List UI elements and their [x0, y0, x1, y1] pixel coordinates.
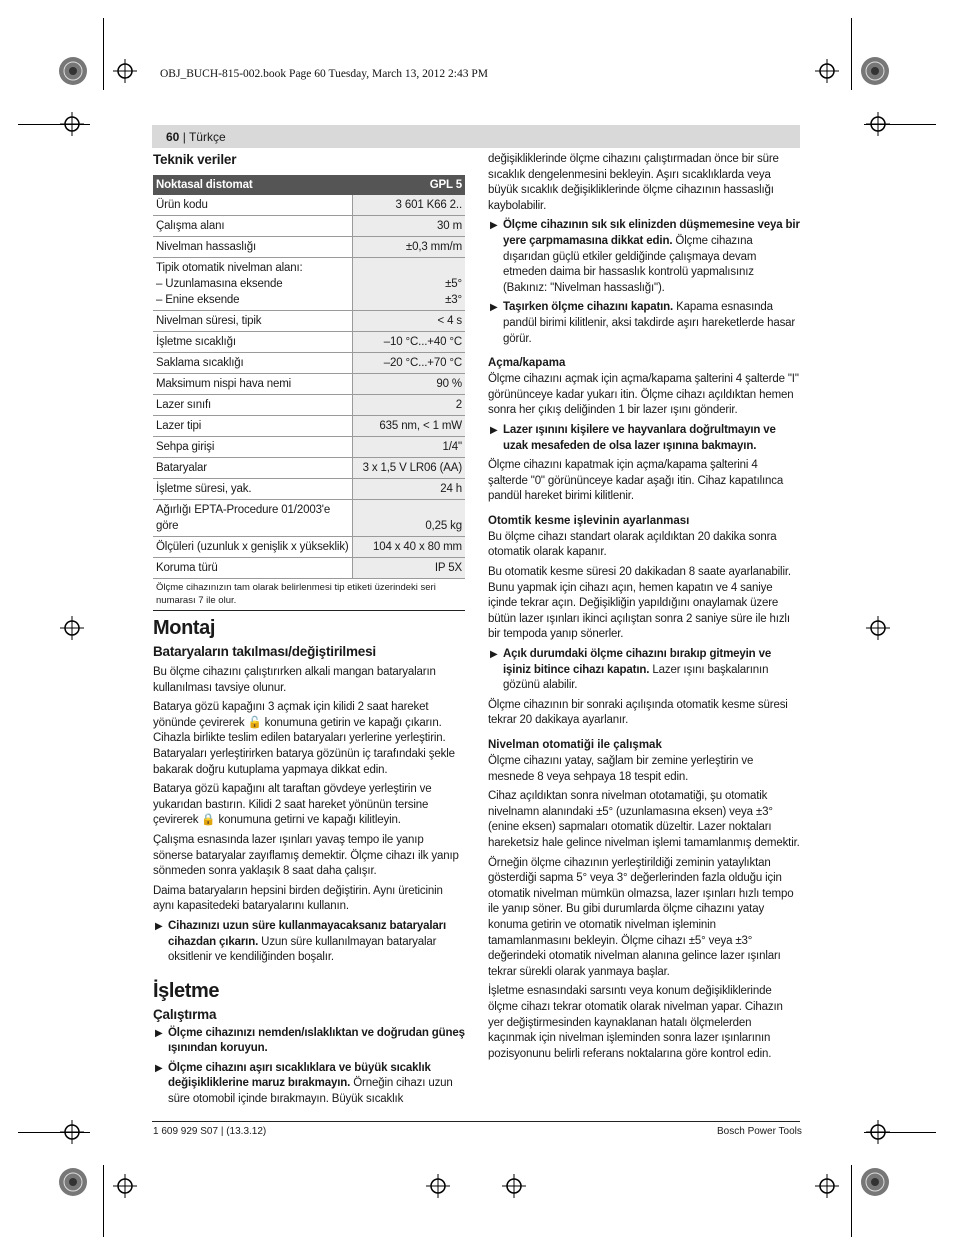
- spec-value: –20 °C...+70 °C: [353, 353, 466, 374]
- spec-label: Bataryalar: [153, 458, 353, 479]
- print-header: OBJ_BUCH-815-002.book Page 60 Tuesday, March 13, 2012 2:43 PM: [160, 68, 488, 80]
- spec-value: IP 5X: [353, 558, 466, 579]
- batarya-heading: Bataryaların takılması/değiştirilmesi: [153, 644, 376, 659]
- bullet-arrow-icon: ▶: [490, 220, 498, 232]
- spec-value: ±0,3 mm/m: [353, 237, 466, 258]
- safety-bullet: [488, 647, 800, 694]
- color-target-icon: [860, 1167, 890, 1197]
- spec-value: 30 m: [353, 216, 466, 237]
- bullet-arrow-icon: ▶: [490, 424, 498, 436]
- spec-label: Çalışma alanı: [153, 216, 353, 237]
- spec-value: 3 601 K66 2..: [353, 195, 466, 216]
- bullet-bold: Açık durumdaki ölçme cihazını bırakıp gitmeyin ve işiniz bitince cihazı kapatın.: [503, 648, 772, 676]
- spec-row: [153, 195, 465, 216]
- bullet-arrow-icon: ▶: [155, 1027, 163, 1039]
- page-number-line: 60 | Türkçe: [166, 130, 226, 144]
- bullet-text: Örneğin cihazı uzun süre otomobil içinde bırakmayın. Büyük sıcaklık: [168, 1077, 453, 1106]
- spec-value: < 4 s: [353, 311, 466, 332]
- paragraph: Bu otomatik kesme süresi 20 dakikadan 8 saate ayarlanabilir. Bunu yapmak için cihazı açın, hemen kapatın ve 4 saniye içinde tekrar açın. Değişikliğin yapıldığını onaylamak üzere bütün lazer ışınları ikinci açılıştan sonra 2 saniye süre ile hızlı bir tempoda yanıp sönerler.: [488, 566, 791, 641]
- registration-mark-icon: [502, 1174, 526, 1198]
- spec-footnote: Ölçme cihazınızın tam olarak belirlenmesi tip etiketi üzerindeki seri numarası 7 ile olur.: [153, 579, 465, 611]
- registration-mark-icon: [815, 59, 839, 83]
- paragraph: Batarya gözü kapağını 3 açmak için kilidi 2 saat hareket yönünde çevirerek 🔓 konumuna getirin ve kapağı çıkarın. Cihazla birlikte teslim edilen bataryaları yerlerine yerleştirin. Bataryaları yerleştirirken batarya gözünün iç tarafındaki şekle bakarak doğru kutuplama yapmaya dikkat edin.: [153, 701, 455, 776]
- spec-label: Sehpa girişi: [153, 437, 353, 458]
- registration-mark-icon: [113, 1174, 137, 1198]
- paragraph: Ölçme cihazını kapatmak için açma/kapama şalterini 4 şalterde "0" görününceye kadar aşağı itin. Cihaz kapatılınca pandül hareket birimi kilitlenir.: [488, 459, 784, 503]
- bullet-text: Uzun süre kullanılmayan bataryalar oksitlenir ve kendiliğinden boşalır.: [168, 935, 437, 964]
- registration-mark-icon: [866, 112, 890, 136]
- spec-row: [153, 458, 465, 479]
- color-target-icon: [58, 56, 88, 86]
- spec-value: ±5° ±3°: [353, 258, 466, 311]
- spec-value: 3 x 1,5 V LR06 (AA): [353, 458, 466, 479]
- paragraph: değişikliklerinde ölçme cihazını çalıştırmadan önce bir süre sıcaklık dengelenmesini bekleyin. Aşırı sıcaklıklarda veya büyük sıcaklık değişikliklerinde ölçme cihazının hassaslığı kaybolabilir.: [488, 153, 779, 212]
- footer-doc-number: 1 609 929 S07 | (13.3.12): [153, 1126, 267, 1137]
- spec-label: Nivelman süresi, tipik: [153, 311, 353, 332]
- bullet-arrow-icon: ▶: [155, 1062, 163, 1074]
- bullet-arrow-icon: ▶: [155, 920, 163, 932]
- paragraph: Daima bataryaların hepsini birden değiştirin. Aynı üreticinin aynı kapasitedeki bataryalarını kullanın.: [153, 884, 443, 913]
- spec-row: [153, 395, 465, 416]
- spec-row: [153, 537, 465, 558]
- color-target-icon: [58, 1167, 88, 1197]
- bullet-bold: Ölçme cihazını aşırı sıcaklıklara ve büyük sıcaklık değişikliklerine maruz bırakmayın.: [168, 1061, 431, 1090]
- registration-mark-icon: [815, 1174, 839, 1198]
- bullet-bold: Ölçme cihazının sık sık elinizden düşmemesine veya bir yere çarpmamasına dikkat edin.: [503, 219, 800, 247]
- paragraph: Ölçme cihazını açmak için açma/kapama şalterini 4 şalterde "I" görününceye kadar yukarı itin. Ölçme cihazı açıldıktan hemen sonra her çıkış deliğinden 1 bir lazer ışını gönderir.: [488, 373, 799, 417]
- right-column: [488, 152, 800, 1066]
- safety-bullet: [488, 423, 800, 454]
- page-header-band: [152, 125, 800, 148]
- bullet-text: Ölçme cihazına dışarıdan güçlü etkiler geldiğinde çalışmaya devam etmeden daima bir hassaslık kontrolü yapmalısınız (Bakınız: "Nivelman hassaslığı").: [503, 234, 757, 294]
- registration-mark-icon: [113, 59, 137, 83]
- spec-value: 2: [353, 395, 466, 416]
- spec-label: İşletme sıcaklığı: [153, 332, 353, 353]
- paragraph: Örneğin ölçme cihazının yerleştirildiği zeminin yataylıktan gösterdiği sapma 5° veya 3° değerlerinden fazla olduğu için otomatik nivelman mümkün olmazsa, lazer ışınları hızlı tempo ile yanıp söner. Bu gibi durumlarda ölçme cihazını yatay konuma getirin ve otomatik nivelman işleminin tamamlanmasını bekleyin. Ölçme cihazı ±5° veya ±3° değerindeki otomatik nivelman alanına gelince lazer ışınları tekrar sürekli olarak yanmaya başlar.: [488, 856, 794, 978]
- paragraph: Ölçme cihazının bir sonraki açılışında otomatik kesme süresi tekrar 20 dakikaya ayarlanır.: [488, 698, 788, 727]
- spec-value: 90 %: [353, 374, 466, 395]
- paragraph: Çalışma esnasında lazer ışınları yavaş tempo ile yanıp sönerse bataryalar zayıflamış demektir. Ölçme cihazı ilk yanıp sönmeden sonra yaklaşık 8 saat daha çalışır.: [153, 833, 459, 878]
- registration-mark-icon: [426, 1174, 450, 1198]
- bullet-bold: Taşırken ölçme cihazını kapatın.: [503, 301, 674, 314]
- bullet-arrow-icon: ▶: [490, 302, 498, 314]
- registration-mark-icon: [60, 1120, 84, 1144]
- spec-value: –10 °C...+40 °C: [353, 332, 466, 353]
- spec-row: [153, 416, 465, 437]
- page-language: Türkçe: [188, 130, 226, 144]
- spec-label: Lazer tipi: [153, 416, 353, 437]
- spec-label: Ölçüleri (uzunluk x genişlik x yükseklik): [153, 537, 353, 558]
- spec-table: [153, 175, 465, 579]
- spec-value: 0,25 kg: [353, 500, 466, 537]
- bullet-text: Lazer ışını başkalarının gözünü alabilir.: [503, 663, 769, 692]
- spec-header-name: Noktasal distomat: [153, 175, 353, 195]
- safety-bullet: [153, 919, 465, 966]
- registration-mark-icon: [60, 112, 84, 136]
- spec-label: Nivelman hassaslığı: [153, 237, 353, 258]
- spec-row: [153, 332, 465, 353]
- spec-label: Ürün kodu: [153, 195, 353, 216]
- paragraph: Batarya gözü kapağını alt taraftan gövdeye yerleştirin ve yukarıdan bastırın. Kilidi 2 saat hareket yönünün tersine çevirerek 🔒 konumuna getirni ve kapağı kilitleyin.: [153, 783, 432, 827]
- crop-mark: [851, 18, 852, 90]
- crop-mark: [103, 18, 104, 90]
- spec-value: 1/4": [353, 437, 466, 458]
- page-number: 60: [166, 130, 180, 144]
- montaj-heading: Montaj: [153, 617, 216, 639]
- teknik-veriler-heading: Teknik veriler: [153, 152, 237, 167]
- spec-label: Maksimum nispi hava nemi: [153, 374, 353, 395]
- spec-row: [153, 437, 465, 458]
- spec-value: 635 nm, < 1 mW: [353, 416, 466, 437]
- isletme-heading: İşletme: [153, 979, 220, 1002]
- safety-bullet: [488, 218, 800, 296]
- paragraph: Cihaz açıldıktan sonra nivelman ototamatiği, şu otomatik nivelnamn alanındaki ±5° (uzunlamasına eksen) veya ±3° (enine eksen) sapmaları otomatik düzeltir. Lazer noktaları hareketsiz hale gelince nivelman işlemi tamamlanmış demektir.: [488, 790, 800, 849]
- bullet-arrow-icon: ▶: [490, 649, 498, 661]
- spec-table-header: [153, 175, 465, 195]
- paragraph: İşletme esnasındaki sarsıntı veya konum değişikliklerinde ölçme cihazı tekrar otomatik olarak nivelman yapar. Cihazın yer değiştirmesinden kaynaklanan hatalı ölçmelerden kaçınmak için nivelman işleminden sonra lazer ışınlarının pozisyonunu belirli referans noktalarına göre kontrol edin.: [488, 985, 783, 1060]
- spec-label: Ağırlığı EPTA-Procedure 01/2003'e göre: [153, 500, 353, 537]
- safety-bullet: [488, 300, 800, 347]
- color-target-icon: [860, 56, 890, 86]
- spec-row: [153, 216, 465, 237]
- spec-row: [153, 353, 465, 374]
- spec-header-model: GPL 5: [353, 175, 466, 195]
- safety-bullet: [153, 1026, 465, 1057]
- registration-mark-icon: [60, 616, 84, 640]
- paragraph: Ölçme cihazını yatay, sağlam bir zemine yerleştirin ve mesnede 8 veya sehpaya 18 tespit edin.: [488, 755, 754, 783]
- bullet-bold: Lazer ışınını kişilere ve hayvanlara doğrultmayın ve uzak mesafeden de olsa lazer ışınına bakmayın.: [503, 423, 776, 452]
- spec-value: 24 h: [353, 479, 466, 500]
- otomatik-heading: Otomtik kesme işlevinin ayarlanması: [488, 514, 690, 527]
- paragraph: Bu ölçme cihazını çalıştırırken alkali mangan bataryaların kullanılması tavsiye olunur.: [153, 666, 436, 694]
- bullet-bold: Cihazınızı uzun süre kullanmayacaksanız bataryaları cihazdan çıkarın.: [168, 919, 447, 948]
- spec-row: [153, 311, 465, 332]
- crop-mark: [851, 1165, 852, 1237]
- bullet-text: Kapama esnasında pandül birimi kilitlenir, aksi takdirde aşırı hareketlerde hasar görür.: [503, 301, 796, 345]
- spec-row: [153, 558, 465, 579]
- spec-row: [153, 258, 465, 311]
- spec-row: [153, 374, 465, 395]
- calistirma-heading: Çalıştırma: [153, 1006, 217, 1022]
- registration-mark-icon: [866, 616, 890, 640]
- spec-value: 104 x 40 x 80 mm: [353, 537, 466, 558]
- bullet-bold: Ölçme cihazınızı nemden/ıslaklıktan ve doğrudan güneş ışınından koruyun.: [168, 1026, 465, 1055]
- footer-rule: [152, 1121, 800, 1122]
- nivelman-heading: Nivelman otomatiği ile çalışmak: [488, 739, 662, 751]
- left-column: [153, 152, 465, 1112]
- registration-mark-icon: [866, 1120, 890, 1144]
- spec-label: Lazer sınıfı: [153, 395, 353, 416]
- acma-heading: Açma/kapama: [488, 357, 566, 370]
- spec-row: [153, 237, 465, 258]
- spec-label: Tipik otomatik nivelman alanı: – Uzunlamasına eksende – Enine eksende: [153, 258, 353, 311]
- safety-bullet: [153, 1061, 465, 1108]
- footer-brand: Bosch Power Tools: [717, 1126, 802, 1137]
- spec-label: Koruma türü: [153, 558, 353, 579]
- crop-mark: [103, 1165, 104, 1237]
- spec-row: [153, 500, 465, 537]
- spec-label: İşletme süresi, yak.: [153, 479, 353, 500]
- spec-row: [153, 479, 465, 500]
- spec-label: Saklama sıcaklığı: [153, 353, 353, 374]
- paragraph: Bu ölçme cihazı standart olarak açıldıktan 20 dakika sonra otomatik olarak kapanır.: [488, 530, 777, 559]
